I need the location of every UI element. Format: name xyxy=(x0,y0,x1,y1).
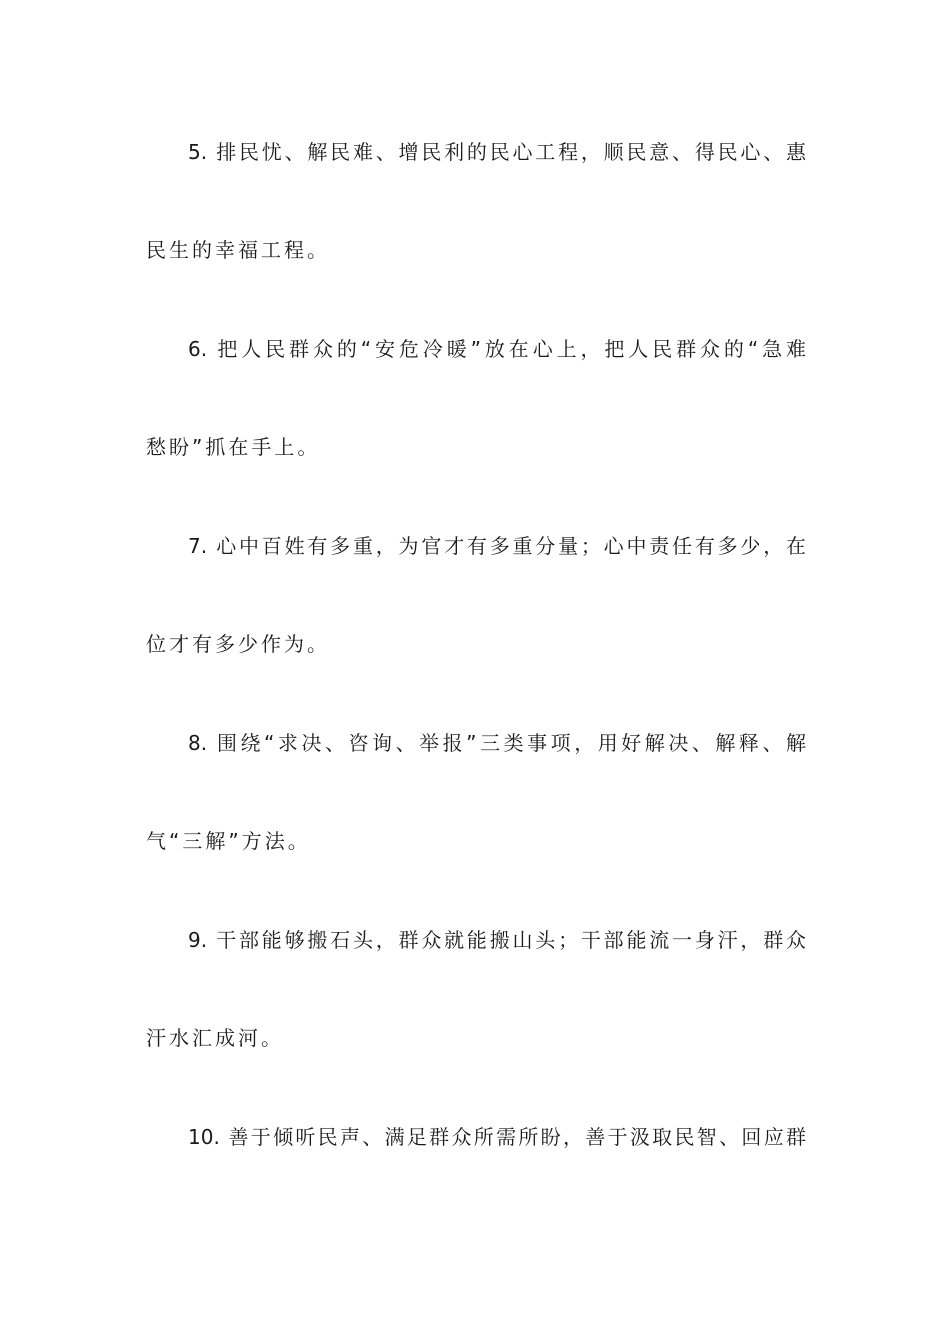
paragraph-8-line-2: 气“三解”方法。 xyxy=(146,829,311,853)
paragraph-10-line-1: 10. 善于倾听民声、满足群众所需所盼，善于汲取民智、回应群 xyxy=(188,1125,806,1149)
paragraph-6-line-2: 愁盼”抓在手上。 xyxy=(146,435,321,459)
paragraph-5-line-1: 5. 排民忧、解民难、增民利的民心工程，顺民意、得民心、惠 xyxy=(188,140,806,164)
paragraph-9-line-2: 汗水汇成河。 xyxy=(146,1026,284,1050)
paragraph-8-line-1: 8. 围绕“求决、咨询、举报”三类事项，用好解决、解释、解 xyxy=(188,731,806,755)
paragraph-6-line-1: 6. 把人民群众的“安危冷暖”放在心上，把人民群众的“急难 xyxy=(188,337,806,361)
paragraph-7-line-2: 位才有多少作为。 xyxy=(146,632,330,656)
paragraph-5-line-2: 民生的幸福工程。 xyxy=(146,238,330,262)
paragraph-9-line-1: 9. 干部能够搬石头，群众就能搬山头；干部能流一身汗，群众 xyxy=(188,928,806,952)
paragraph-7-line-1: 7. 心中百姓有多重，为官才有多重分量；心中责任有多少，在 xyxy=(188,534,806,558)
